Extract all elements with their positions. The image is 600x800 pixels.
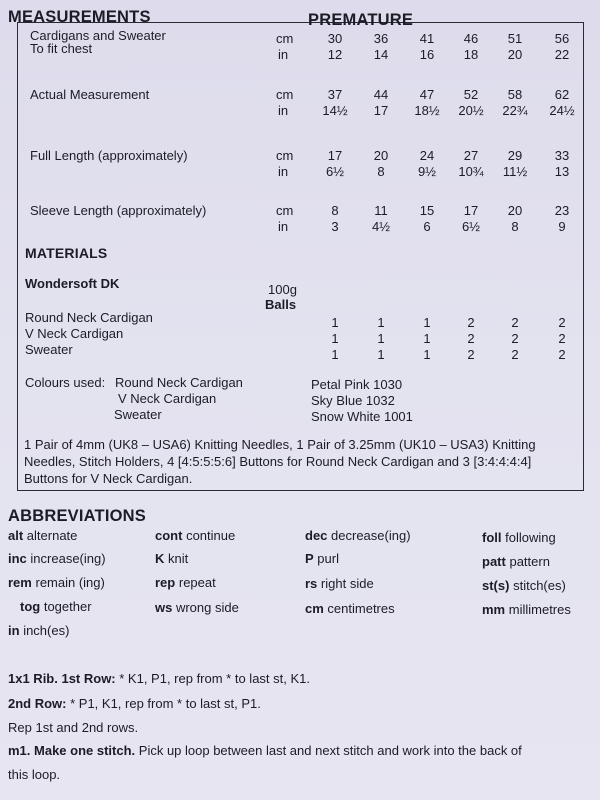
abbreviation-key: K xyxy=(155,551,165,566)
value-cm: 33 xyxy=(554,148,570,163)
ball-count: 2 xyxy=(467,315,475,330)
rib-row-1-text: * K1, P1, rep from * to last st, K1. xyxy=(115,671,310,686)
abbreviation-item xyxy=(482,602,571,617)
value-cm: 62 xyxy=(554,87,570,102)
value-cm: 15 xyxy=(419,203,435,218)
abbreviation-key: ws xyxy=(155,600,173,615)
colour-name: Petal Pink 1030 xyxy=(311,377,403,392)
colour-garment: Round Neck Cardigan xyxy=(115,375,243,390)
abbreviation-key: in xyxy=(8,623,20,638)
ball-weight: 100g xyxy=(268,282,297,297)
value-cm: 23 xyxy=(554,203,570,218)
value-cm: 44 xyxy=(373,87,389,102)
abbreviation-key: mm xyxy=(482,602,506,617)
value-cm: 37 xyxy=(327,87,343,102)
value-cm: 17 xyxy=(463,203,479,218)
value-cm: 36 xyxy=(373,31,389,46)
abbreviation-key: tog xyxy=(20,599,41,614)
value-in: 3 xyxy=(331,219,339,234)
value-cm: 20 xyxy=(507,203,523,218)
value-in: 9½ xyxy=(417,164,437,179)
value-cm: 30 xyxy=(327,31,343,46)
value-cm: 47 xyxy=(419,87,435,102)
value-cm: 11 xyxy=(374,203,388,218)
value-in: 16 xyxy=(419,47,435,62)
balls-label: Balls xyxy=(265,297,297,312)
abbreviation-meaning: alternate xyxy=(26,528,78,543)
abbreviation-key: cont xyxy=(155,528,183,543)
unit-in: in xyxy=(278,164,289,179)
ball-count: 1 xyxy=(423,347,431,362)
abbreviation-item xyxy=(20,599,92,614)
measurements-heading: MEASUREMENTS xyxy=(8,8,151,26)
abbreviation-key: rs xyxy=(305,576,318,591)
ball-count: 1 xyxy=(331,347,339,362)
abbreviation-key: st(s) xyxy=(482,578,510,593)
abbreviation-meaning: continue xyxy=(186,528,236,543)
value-cm: 46 xyxy=(463,31,479,46)
rib-row-1-label: 1x1 Rib. 1st Row: xyxy=(8,671,116,686)
measurement-label: To fit chest xyxy=(30,41,93,56)
ball-count: 1 xyxy=(331,315,339,330)
value-cm: 8 xyxy=(331,203,339,218)
value-in: 22 xyxy=(554,47,570,62)
abbreviation-key: inc xyxy=(8,551,27,566)
abbreviation-meaning: decrease(ing) xyxy=(331,528,411,543)
ball-count: 2 xyxy=(558,315,566,330)
unit-in: in xyxy=(278,103,289,118)
value-in: 24½ xyxy=(549,103,575,118)
abbreviation-meaning: purl xyxy=(317,551,339,566)
ball-count: 2 xyxy=(511,347,519,362)
abbreviation-meaning: increase(ing) xyxy=(30,551,106,566)
needles-line-1: 1 Pair of 4mm (UK8 – USA6) Knitting Needles, 1 Pair of 3.25mm (UK10 – USA3) Knitting xyxy=(24,437,536,452)
abbreviation-item xyxy=(8,551,106,566)
measurement-label: Sleeve Length (approximately) xyxy=(30,203,207,218)
rib-row-2-text: * P1, K1, rep from * to last st, P1. xyxy=(66,696,261,711)
abbreviation-item xyxy=(482,554,550,569)
value-cm: 51 xyxy=(507,31,523,46)
abbreviation-key: rep xyxy=(155,575,176,590)
value-in: 8 xyxy=(511,219,519,234)
make-one-line-2: this loop. xyxy=(8,767,61,782)
unit-in: in xyxy=(278,47,289,62)
ball-count: 2 xyxy=(467,331,475,346)
ball-count: 2 xyxy=(467,347,475,362)
measurement-label: Actual Measurement xyxy=(30,87,150,102)
abbreviations-heading: ABBREVIATIONS xyxy=(8,507,146,525)
colour-garment: Sweater xyxy=(114,407,162,422)
make-one-line xyxy=(8,743,522,758)
value-in: 14 xyxy=(373,47,389,62)
value-in: 20½ xyxy=(458,103,484,118)
make-one-label: m1. Make one stitch. xyxy=(8,743,136,758)
abbreviation-key: cm xyxy=(305,601,324,616)
value-in: 11½ xyxy=(502,164,528,179)
abbreviation-meaning: millimetres xyxy=(508,602,571,617)
ball-count: 1 xyxy=(423,315,431,330)
unit-cm: cm xyxy=(276,31,294,46)
unit-in: in xyxy=(278,219,289,234)
value-in: 18½ xyxy=(414,103,440,118)
value-cm: 58 xyxy=(507,87,523,102)
abbreviation-item xyxy=(8,575,105,590)
value-cm: 24 xyxy=(419,148,435,163)
abbreviation-item xyxy=(155,551,188,566)
abbreviation-meaning: centimetres xyxy=(327,601,395,616)
materials-heading: MATERIALS xyxy=(25,245,108,261)
abbreviation-meaning: remain (ing) xyxy=(35,575,105,590)
value-cm: 29 xyxy=(507,148,523,163)
colours-label: Colours used: xyxy=(25,375,106,390)
garment-name: Round Neck Cardigan xyxy=(25,310,153,325)
value-in: 13 xyxy=(554,164,570,179)
value-cm: 52 xyxy=(463,87,479,102)
needles-line-2: Needles, Stitch Holders, 4 [4:5:5:5:6] Buttons for Round Neck Cardigan and 3 [3:4:4:4:4] xyxy=(24,454,532,469)
unit-cm: cm xyxy=(276,87,294,102)
colour-name: Snow White 1001 xyxy=(311,409,413,424)
abbreviation-meaning: wrong side xyxy=(175,600,239,615)
abbreviation-key: patt xyxy=(482,554,506,569)
value-cm: 20 xyxy=(373,148,389,163)
value-in: 6 xyxy=(423,219,431,234)
ball-count: 2 xyxy=(511,331,519,346)
value-in: 17 xyxy=(373,103,389,118)
measurement-label: Full Length (approximately) xyxy=(30,148,188,163)
abbreviation-key: foll xyxy=(482,530,502,545)
abbreviation-meaning: pattern xyxy=(509,554,550,569)
abbreviation-key: P xyxy=(305,551,314,566)
value-in: 9 xyxy=(558,219,566,234)
abbreviation-item xyxy=(155,600,239,615)
ball-count: 1 xyxy=(423,331,431,346)
abbreviation-item xyxy=(8,528,77,543)
size-category-heading: PREMATURE xyxy=(308,11,414,29)
abbreviation-meaning: repeat xyxy=(178,575,216,590)
abbreviation-item xyxy=(305,576,374,591)
colour-garment: V Neck Cardigan xyxy=(118,391,217,406)
value-in: 12 xyxy=(327,47,343,62)
ball-count: 1 xyxy=(377,315,385,330)
value-in: 6½ xyxy=(461,219,481,234)
ball-count: 1 xyxy=(377,331,385,346)
abbreviation-item xyxy=(155,575,216,590)
abbreviation-item xyxy=(482,530,556,545)
yarn-name: Wondersoft DK xyxy=(25,276,120,291)
abbreviation-meaning: right side xyxy=(320,576,374,591)
abbreviation-item xyxy=(305,528,411,543)
rib-repeat: Rep 1st and 2nd rows. xyxy=(8,720,139,735)
rib-row-2-label: 2nd Row: xyxy=(8,696,67,711)
abbreviation-key: alt xyxy=(8,528,24,543)
ball-count: 2 xyxy=(511,315,519,330)
ball-count: 2 xyxy=(558,347,566,362)
abbreviation-item xyxy=(155,528,235,543)
rib-row-2 xyxy=(8,696,261,711)
make-one-text: Pick up loop between last and next stitch and work into the back of xyxy=(135,743,522,758)
value-cm: 41 xyxy=(419,31,435,46)
needles-line-3: Buttons for V Neck Cardigan. xyxy=(24,471,193,486)
value-cm: 56 xyxy=(554,31,570,46)
abbreviation-meaning: following xyxy=(505,530,556,545)
garment-name: V Neck Cardigan xyxy=(25,326,124,341)
value-in: 8 xyxy=(377,164,385,179)
abbreviation-key: rem xyxy=(8,575,32,590)
unit-cm: cm xyxy=(276,203,294,218)
value-in: 22¾ xyxy=(502,103,528,118)
ball-count: 1 xyxy=(377,347,385,362)
abbreviation-key: dec xyxy=(305,528,328,543)
value-cm: 17 xyxy=(327,148,343,163)
unit-cm: cm xyxy=(276,148,294,163)
abbreviation-item xyxy=(305,601,395,616)
abbreviation-item xyxy=(482,578,566,593)
ball-count: 2 xyxy=(558,331,566,346)
abbreviation-meaning: together xyxy=(43,599,92,614)
rib-row-1 xyxy=(8,671,310,686)
colour-name: Sky Blue 1032 xyxy=(311,393,395,408)
abbreviation-meaning: knit xyxy=(168,551,189,566)
value-cm: 27 xyxy=(463,148,479,163)
value-in: 4½ xyxy=(371,219,391,234)
garment-name: Sweater xyxy=(25,342,73,357)
value-in: 18 xyxy=(463,47,479,62)
ball-count: 1 xyxy=(331,331,339,346)
abbreviation-meaning: inch(es) xyxy=(23,623,70,638)
abbreviation-meaning: stitch(es) xyxy=(513,578,566,593)
abbreviation-item xyxy=(305,551,339,566)
value-in: 10¾ xyxy=(458,164,484,179)
value-in: 14½ xyxy=(322,103,348,118)
value-in: 20 xyxy=(507,47,523,62)
value-in: 6½ xyxy=(325,164,345,179)
abbreviation-item xyxy=(8,623,69,638)
measurement-label: Cardigans and Sweater xyxy=(30,28,166,43)
